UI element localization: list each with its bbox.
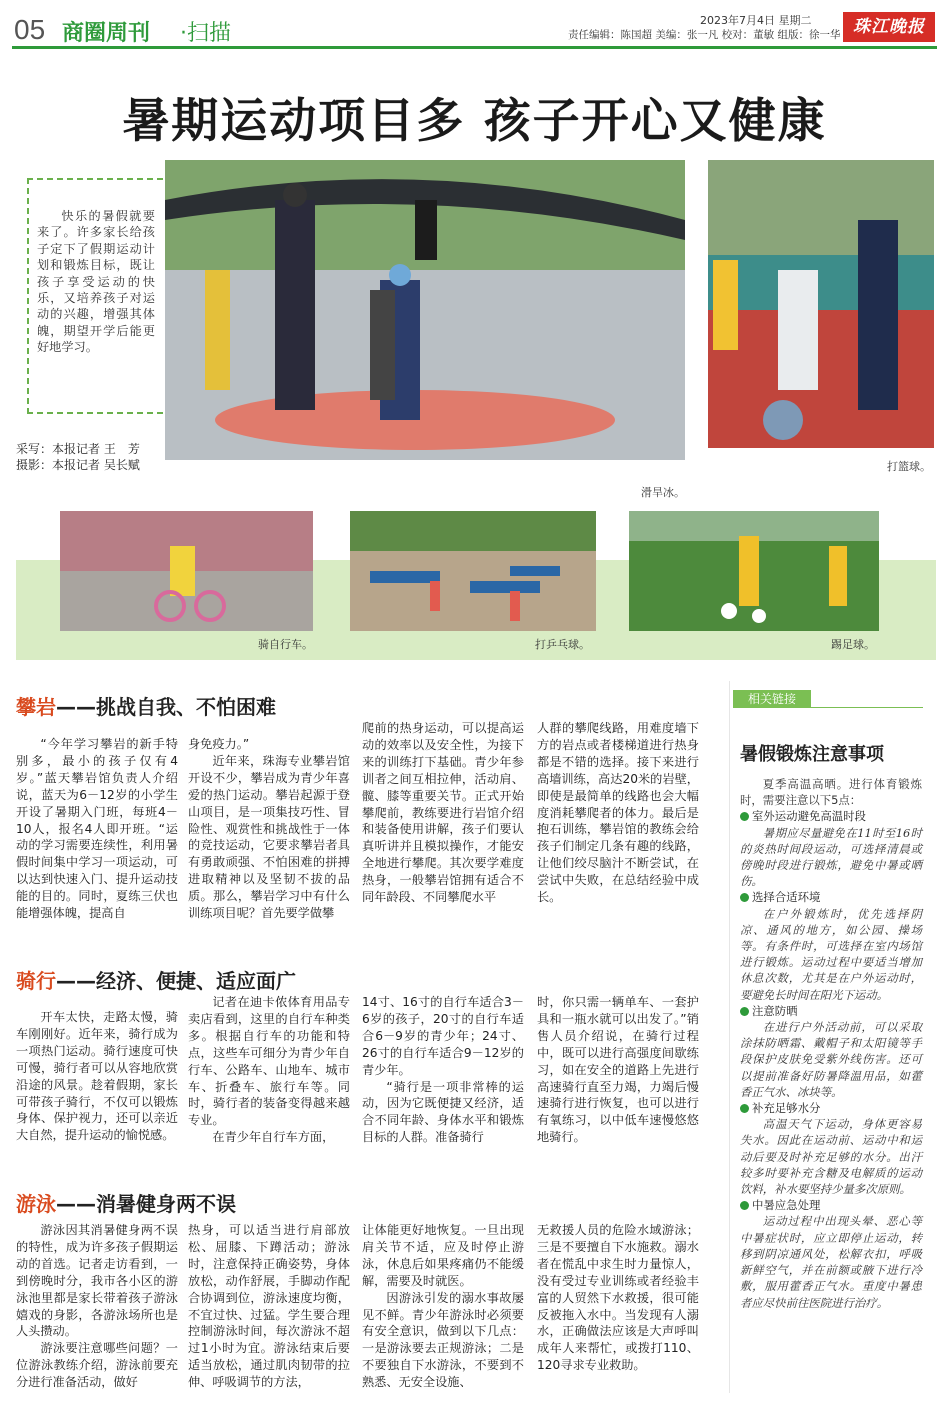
newspaper-logo: 珠江晚报	[843, 12, 935, 42]
section-title-text: 经济、便捷、适应面广	[96, 969, 296, 993]
section-keyword-swimming: 游泳	[16, 1192, 56, 1216]
section-name: 商圈周刊	[62, 21, 151, 46]
paragraph: 时，你只需一辆单车、一套护具和一瓶水就可以出发了。”销售人员介绍说，在骑行过程中，既可以进行高强度间歇练习，如在安全的道路上先进行高速骑行直至力竭，力竭后慢速骑行进行恢复，也可以进行有氧练习，以中低车速慢悠悠地骑行。	[537, 995, 699, 1145]
soccer-photo	[629, 511, 879, 631]
byline-photographer: 摄影：本报记者 吴长赋	[16, 458, 140, 472]
editor-credits: 责任编辑：陈国超 美编：张一凡 校对：董敏 组版：徐一华	[568, 29, 841, 41]
tip-body: 在户外锻炼时，优先选择阴凉、通风的地方，如公园、操场等。有条件时，可选择在室内场馆进行锻炼。运动过程中要适当增加休息次数，尤其是在户外运动时，要避免长时间在阳光下运动。	[740, 906, 922, 1002]
bicycle-photo	[60, 511, 313, 631]
paragraph: 开车太快，走路太慢，骑车刚刚好。近年来，骑行成为一项热门运动。骑行速度可快可慢，骑行者可以从容地欣赏沿途的风景。趁着假期，家长可带孩子骑行，不仅可以锻炼身体、保护视力，还可以亲近大自然，提升运动的愉悦感。	[16, 1010, 178, 1143]
climbing-col-2	[188, 736, 350, 922]
paragraph: 因游泳引发的溺水事故屡见不鲜。青少年游泳时必须要有安全意识，做到以下几点：一是游泳要去正规游泳；二是不要独自下水游泳，不要到不熟悉、无安全设施、	[362, 1290, 524, 1390]
paragraph: 在青少年自行车方面，	[212, 1130, 335, 1145]
cycling-col-1	[16, 1009, 178, 1144]
tip-body: 暑期应尽量避免在11时至16时的炎热时间段运动，可选择清晨或傍晚时段进行锻炼，避免中暑或晒伤。	[740, 825, 922, 889]
bullet-icon	[740, 812, 749, 821]
section-keyword-cycling: 骑行	[16, 969, 56, 993]
bullet-icon	[740, 1007, 749, 1016]
climbing-col-3	[362, 720, 524, 906]
paragraph: 记者在迪卡侬体育用品专卖店看到，这里的自行车种类多。根据自行车的功能和特点，这些车可细分为青少年自行车、公路车、山地车、城市车、折叠车、旅行车等。同时，骑行者的装备变得越来越专业。	[188, 995, 350, 1128]
caption-basketball: 打篮球。	[887, 460, 931, 473]
climbing-col-4	[537, 720, 699, 906]
paragraph: 身免疫力。”	[188, 737, 250, 751]
cycling-col-3	[362, 994, 524, 1146]
headline: 暑期运动项目多 孩子开心又健康	[122, 94, 827, 149]
lead-paragraph: 快乐的暑假就要来了。许多家长给孩子定下了假期运动计划和锻炼目标，既让孩子享受运动的快乐，又培养孩子对运动的兴趣，增强其体魄，期望开学后能更好地学习。	[37, 209, 155, 355]
paragraph: “今年学习攀岩的新手特别多，最小的孩子仅有4岁。”蓝天攀岩馆负责人介绍说，蓝天为6－12岁的小学生开设了暑期入门班，每班4－10人，报名4人即开班。“运动的学习需要连续性，利用暑假时间集中学习一项运动，可以达到快速入门、提升运动技能的目的。同时，夏练三伏也能增强体魄，提高自	[16, 737, 178, 921]
tip-heading: 注意防晒	[740, 1003, 922, 1019]
sidebar-body	[740, 776, 922, 1311]
section-dash: ——	[56, 1192, 96, 1216]
bullet-icon	[740, 1104, 749, 1113]
tip-body: 在进行户外活动前，可以采取涂抹防晒霜、戴帽子和太阳镜等手段保护皮肤免受紫外线伤害。还可以提前准备好防暑降温用品，如藿香正气水、冰块等。	[740, 1020, 922, 1099]
cycling-col-4	[537, 994, 699, 1146]
bullet-icon	[740, 1201, 749, 1210]
issue-date: 2023年7月4日 星期二	[700, 14, 812, 27]
caption-bicycle: 骑自行车。	[258, 638, 313, 651]
tip-heading: 补充足够水分	[740, 1100, 922, 1116]
bullet-icon	[740, 893, 749, 902]
section-title-climbing	[16, 691, 276, 720]
cycling-col-2	[188, 994, 350, 1146]
tip-heading: 选择合适环境	[740, 889, 922, 905]
caption-pingpong: 打乒乓球。	[535, 638, 590, 651]
climbing-col-1	[16, 736, 178, 922]
section-title-swimming	[16, 1188, 236, 1217]
sidebar-intro: 夏季高温高晒。进行体育锻炼时，需要注意以下5点：	[740, 777, 922, 808]
tip-heading: 室外运动避免高温时段	[740, 808, 922, 824]
swimming-col-4	[537, 1222, 699, 1374]
paragraph: 爬前的热身运动，可以提高运动的效率以及安全性，为接下来的训练打下基础。青少年参训者之间互相拉伸，活动肩、髋、膝等重要关节。正式开始攀爬前，教练要进行岩馆介绍和装备使用讲解，孩子们要认真听讲并且模拟操作，才能安全地进行攀爬。其次要学难度热身，一般攀岩馆拥有适合不同年龄段、不同攀爬水平	[362, 721, 524, 905]
caption-skating: 滑旱冰。	[641, 486, 685, 499]
skating-photo	[165, 160, 685, 460]
pingpong-photo	[350, 511, 596, 631]
section-subname: ·扫描	[180, 21, 231, 46]
paragraph: 游泳要注意哪些问题？一位游泳教练介绍，游泳前要充分进行准备活动，做好	[16, 1341, 178, 1390]
paragraph: 无救援人员的危险水域游泳；三是不要擅自下水施救。溺水者在慌乱中求生时力量惊人，没有受过专业训练或者经验丰富的人贸然下水救援，很可能反被拖入水中。当发现有人溺水，正确做法应该是大声呼叫成年人来帮忙，或拨打110、120寻求专业救助。	[537, 1223, 699, 1373]
page-number: 05	[14, 14, 46, 45]
section-dash: ——	[56, 695, 96, 719]
paragraph: 14寸、16寸的自行车适合3－6岁的孩子，20寸的自行车适合6－9岁的青少年；24寸、26寸的自行车适合9－12岁的青少年。	[362, 995, 524, 1077]
paragraph: 人群的攀爬线路，用难度墙下方的岩点或者楼梯道进行热身都是不错的选择。接下来进行高墙训练，高达20米的岩壁，即使是最简单的线路也会大幅度消耗攀爬者的体力。最后是抱石训练，攀岩馆的教练会给孩子们制定几条有趣的线路，让他们绞尽脑汁不断尝试，在尝试中失败，在总结经验中成长。	[537, 721, 699, 905]
section-title-text: 消暑健身两不误	[96, 1192, 236, 1216]
caption-soccer: 踢足球。	[831, 638, 875, 651]
tip-heading: 中暑应急处理	[740, 1197, 922, 1213]
header-rule	[12, 46, 937, 49]
paragraph: 近年来，珠海专业攀岩馆开设不少，攀岩成为青少年喜爱的热门运动。攀岩起源于登山项目，是一项集技巧性、冒险性、观赏性和挑战性于一体的竞技运动，它要求攀岩者具有勇敢顽强、不怕困难的拼搏进取精神以及坚韧不拔的品质。那么，攀岩学习中有什么训练项目呢？首先要学做攀	[188, 753, 350, 921]
section-title-text: 挑战自我、不怕困难	[96, 695, 276, 719]
swimming-col-3	[362, 1222, 524, 1391]
byline	[16, 441, 140, 473]
swimming-col-1	[16, 1222, 178, 1391]
paragraph: 游泳因其消暑健身两不误的特性，成为许多孩子假期运动的首选。记者走访看到，一到傍晚时分，我市各小区的游泳池里都是家长带着孩子游泳嬉戏的身影，各游泳场所也是人头攒动。	[16, 1223, 178, 1339]
paragraph: 热身，可以适当进行肩部放松、屈膝、下蹲活动；游泳时，注意保持正确姿势，身体放松，动作舒展，手脚动作配合协调到位，游泳速度均衡，不宜过快、过猛。学生要合理控制游泳时间，每次游泳不超过1小时为宜。游泳结束后要适当放松，通过肌肉韧带的拉伸、呼吸调节的方法，	[188, 1223, 350, 1390]
tip-body: 高温天气下运动，身体更容易失水。因此在运动前、运动中和运动后要及时补充足够的水分。出汗较多时要补充含糖及电解质的运动饮料，补水要坚持少量多次原则。	[740, 1117, 922, 1197]
section-title-cycling	[16, 965, 296, 994]
tip-body: 运动过程中出现头晕、恶心等中暑症状时，应立即停止运动，转移到阴凉通风处，松解衣扣，呼吸新鲜空气，并在前额或腋下进行冷敷，服用藿香正气水。重度中暑患者应尽快前往医院进行治疗。	[740, 1214, 922, 1310]
byline-writer: 采写：本报记者 王 芳	[16, 442, 140, 456]
paragraph: 让体能更好地恢复。一旦出现肩关节不适，应及时停止游泳，休息后如果疼痛仍不能缓解，需要及时就医。	[362, 1223, 524, 1288]
basketball-photo	[708, 160, 934, 448]
section-keyword-climbing: 攀岩	[16, 695, 56, 719]
sidebar-rule	[733, 707, 923, 708]
sidebar-title: 暑假锻炼注意事项	[740, 744, 884, 765]
related-links-tag: 相关链接	[733, 690, 811, 708]
paragraph: “骑行是一项非常棒的运动，因为它既便捷又经济，适合不同年龄、身体水平和锻炼目标的人群。准备骑行	[362, 1079, 524, 1145]
swimming-col-2	[188, 1222, 350, 1391]
section-dash: ——	[56, 969, 96, 993]
